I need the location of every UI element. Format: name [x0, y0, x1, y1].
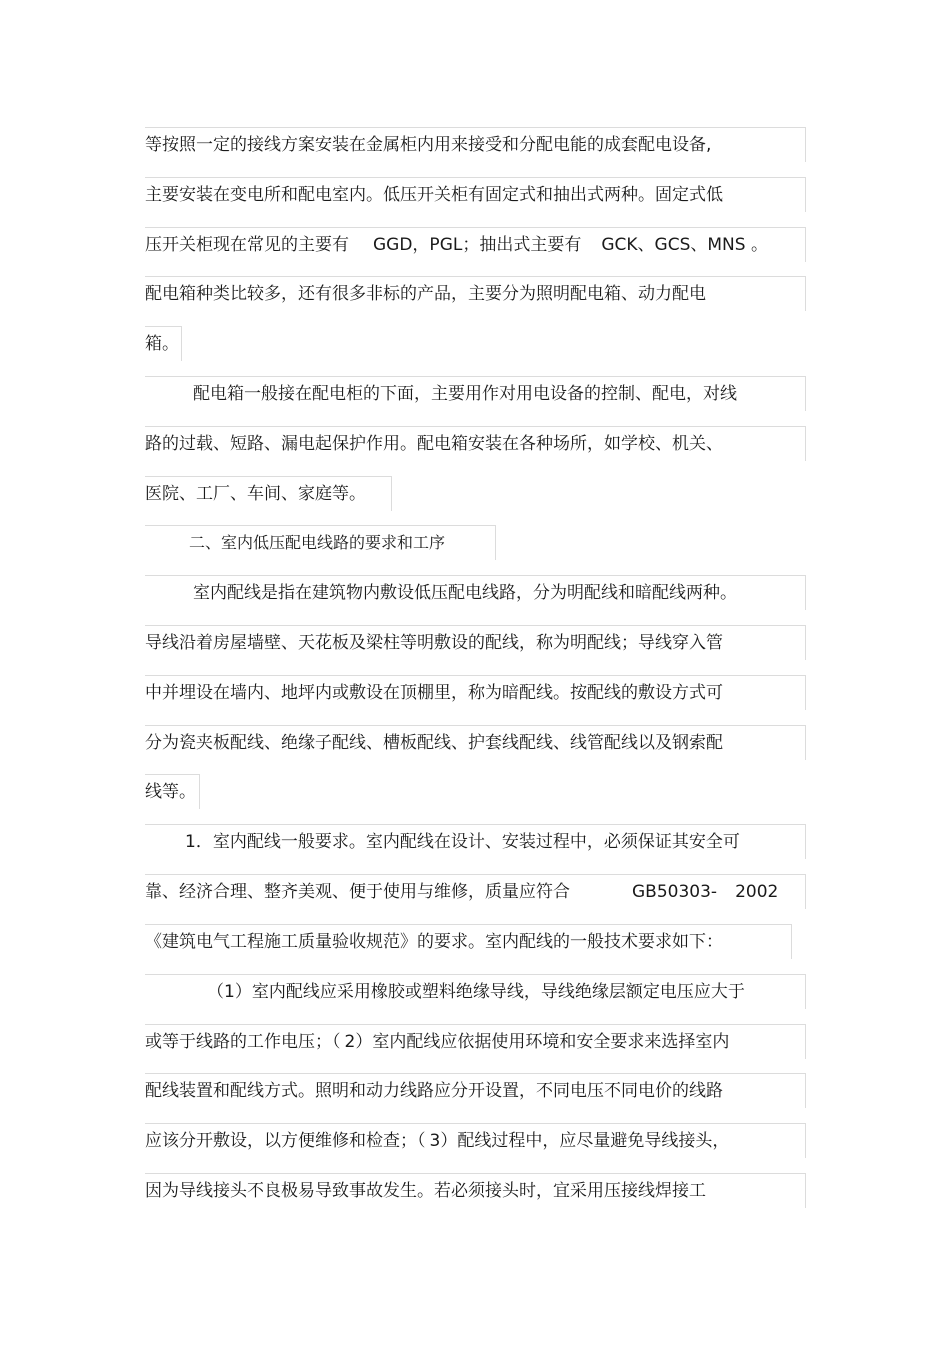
text-line: 线等。: [145, 774, 200, 809]
section-heading: 二、室内低压配电线路的要求和工序: [145, 525, 496, 560]
text-line: 配线装置和配线方式。照明和动力线路应分开设置，不同电压不同电价的线路: [145, 1073, 806, 1108]
text-line: 室内配线是指在建筑物内敷设低压配电线路，分为明配线和暗配线两种。: [145, 575, 806, 610]
text-line: 路的过载、短路、漏电起保护作用。配电箱安装在各种场所，如学校、机关、: [145, 426, 806, 461]
text-line: 或等于线路的工作电压；（ 2）室内配线应依据使用环境和安全要求来选择室内: [145, 1024, 806, 1059]
text-line: 因为导线接头不良极易导致事故发生。若必须接头时，宜采用压接线焊接工: [145, 1173, 806, 1208]
text-line: 中并埋设在墙内、地坪内或敷设在顶棚里，称为暗配线。按配线的敷设方式可: [145, 675, 806, 710]
text-line: （1）室内配线应采用橡胶或塑料绝缘导线，导线绝缘层额定电压应大于: [145, 974, 806, 1009]
text-line: 靠、经济合理、整齐美观、便于使用与维修，质量应符合 GB50303- 2002: [145, 874, 806, 909]
text-line: 导线沿着房屋墙壁、天花板及梁柱等明敷设的配线，称为明配线；导线穿入管: [145, 625, 806, 660]
text-line: 《建筑电气工程施工质量验收规范》的要求。室内配线的一般技术要求如下：: [145, 924, 792, 959]
text-line: 应该分开敷设，以方便维修和检查；（ 3）配线过程中，应尽量避免导线接头，: [145, 1123, 806, 1158]
text-line: 箱。: [145, 326, 182, 361]
text-line: 配电箱种类比较多，还有很多非标的产品，主要分为照明配电箱、动力配电: [145, 276, 806, 311]
text-line: 医院、工厂、车间、家庭等。: [145, 476, 392, 511]
text-line: 压开关柜现在常见的主要有 GGD，PGL；抽出式主要有 GCK、GCS、MNS 。: [145, 227, 806, 262]
text-line: 1．室内配线一般要求。室内配线在设计、安装过程中，必须保证其安全可: [145, 824, 806, 859]
text-line: 等按照一定的接线方案安装在金属柜内用来接受和分配电能的成套配电设备,: [145, 127, 806, 162]
text-line: 配电箱一般接在配电柜的下面，主要用作对用电设备的控制、配电，对线: [145, 376, 806, 411]
text-line: 主要安装在变电所和配电室内。低压开关柜有固定式和抽出式两种。固定式低: [145, 177, 806, 212]
text-line: 分为瓷夹板配线、绝缘子配线、槽板配线、护套线配线、线管配线以及钢索配: [145, 725, 806, 760]
